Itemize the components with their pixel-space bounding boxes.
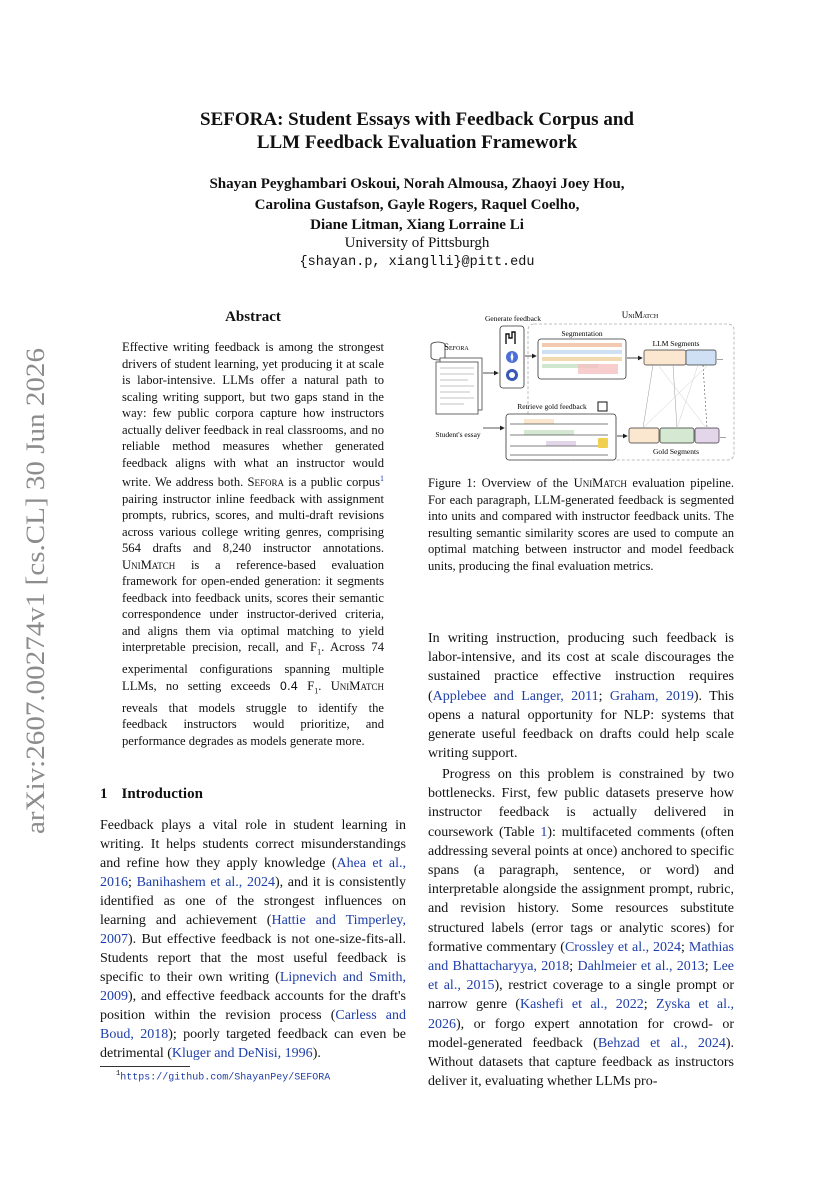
llm-segment [686,350,716,365]
figure-caption [428,475,734,574]
abstract-p4: is a reference-based evaluation framework for open-ended generation: it segments feedback into feedback units, scores their semantic correspondence under instructor-derived criteria, and aligns them via optimal matching to yield interpretable precision, recall, and F [122,557,384,655]
citation-link[interactable]: Kashefi et al., 2022 [520,997,644,1013]
intro-text: Feedback plays a vital role in student learning in writing. It helps students correct misunderstandings and refine how they apply knowledge ( [100,818,406,871]
matching-lines [643,365,708,428]
citation-link[interactable]: Ahea et al., 2016 [100,856,407,890]
retrieve-gold-label: Retrieve gold feedback [517,402,587,411]
section-number: 1 [100,786,108,802]
f1-subscript: 1 [317,647,322,657]
essay-document-icon [436,358,482,414]
sefora-name: Sefora [247,475,285,490]
citation-link[interactable]: Crossley et al., 2024 [564,939,682,955]
body-text: In writing instruction, producing such feedback is labor-intensive, and its cost at scale discourages the sustained practice effective instruction requires ( [428,631,734,704]
right-column-paragraph-1 [428,629,734,763]
llm-segment-ellipsis: ... [717,353,723,362]
body-text: ). Without datasets that capture feedback as instructors deliver it, evaluating whether LLMs pro- [428,1035,735,1090]
gold-segment [695,428,719,443]
caption-unimatch: UniMatch [573,476,627,490]
intro-text: ), and it is consistently identified as one of the strongest influences on learning and achievement ( [100,875,406,928]
citation-link[interactable]: Banihashem et al., 2024 [136,875,275,890]
abstract-text [122,339,384,749]
body-text: ), or forgo expert annotation for crowd- or model-generated feedback ( [428,1016,734,1051]
abstract-p3: pairing instructor inline feedback with assignment prompts, rubrics, scores, and multi-draft revisions across various college writing genres, comprising 564 drafts and 8,240 instructor annotations. [122,491,384,556]
unimatch-label: UniMatch [621,310,659,320]
intro-text: ; [128,875,137,890]
note-icon [598,438,608,448]
retrieve-gold-box [506,414,616,460]
paper-title [100,108,734,154]
footnote-url[interactable]: https://github.com/ShayanPey/SEFORA [120,1072,331,1084]
citation-link[interactable]: Zyska et al., 2026 [428,997,735,1032]
body-text: ; [681,939,689,955]
body-text: ; [704,959,714,975]
gold-segment [629,428,659,443]
abstract-p6: F [298,678,315,693]
caption-text-2: evaluation pipeline. For each paragraph, LLM-generated feedback is segmented into units and compared with instructor feedback units. The resulting semantic similarity scores are used to compute an optimal matching between instructor and model feedback units, producing the final evaluation metrics. [428,476,735,573]
citation-link[interactable]: Lipnevich and Smith, 2009 [100,970,406,1004]
arxiv-id: arXiv:2607.00274v1 [cs.CL] 30 Jun 2026 [21,399,50,834]
table-ref[interactable]: 1 [540,824,548,840]
authors-line-2: Carolina Gustafson, Gayle Rogers, Raquel Coelho, [254,196,580,213]
citation-link[interactable]: Graham, 2019 [609,688,694,704]
section-heading [100,786,217,803]
citation-link[interactable]: Applebee and Langer, 2011 [432,688,599,704]
gold-segment [660,428,694,443]
body-text: ; [643,997,656,1013]
title-line-2: LLM Feedback Evaluation Framework [256,132,578,153]
figure-overview [428,308,736,468]
intro-text: ). But effective feedback is not one-size-fits-all. Students report that the most useful feedback is specific to their own writing ( [100,932,406,985]
body-text: ), restrict coverage to a single prompt or narrow genre ( [428,978,734,1013]
segmentation-label: Segmentation [561,329,603,338]
gold-segment-ellipsis: ... [720,431,726,440]
right-column-paragraph-2 [428,765,734,1091]
citation-link[interactable]: Kluger and DeNisi, 1996 [171,1046,313,1061]
document-icon [598,402,607,411]
citation-link[interactable]: Carless and Boud, 2018 [100,1008,406,1042]
gold-segments-label: Gold Segments [652,447,700,456]
authors-line-1: Shayan Peyghambari Oskoui, Norah Almousa, Zhaoyi Joey Hou, [209,176,625,192]
abstract-p1: Effective writing feedback is among the strongest drivers of student learning, yet producing it at scale is labor-intensive. LLMs offer a natural path to scaling writing support, but two gaps stand in the way: few public corpora capture how instructors actually deliver feedback in real classrooms, and no reliable method measures whether generated feedback aligns with what an instructor would write. We address both. [122,340,384,490]
intro-text: ); poorly targeted feedback can even be detrimental ( [100,1027,406,1061]
body-text: ; [598,688,610,704]
abstract-p5: . Across 74 experimental configurations spanning multiple LLMs, no setting exceeds [122,640,384,693]
intro-text: ). [312,1046,321,1061]
abstract-p2: is a public corpus [284,475,380,490]
citation-link[interactable]: Lee et al., 2015 [428,959,735,994]
database-icon [431,342,445,360]
footnote-mark: 1 [116,1070,121,1078]
citation-link[interactable]: Behzad et al., 2024 [597,1035,726,1051]
title-line-1: SEFORA: Student Essays with Feedback Corpus and [200,109,634,130]
citation-link[interactable]: Hattie and Timperley, 2007 [100,913,407,947]
llm-segments-label: LLM Segments [652,339,700,348]
body-text: ; [569,959,578,975]
unimatch-name: UniMatch [122,557,176,572]
student-essay-label: Student's essay [435,430,481,439]
body-text: Progress on this problem is constrained by two bottlenecks. First, few public datasets preserve how instructor feedback is actually delivered in coursework (Table [428,767,734,840]
unimatch-name-2: UniMatch [330,678,384,693]
abstract-p7: . [318,678,322,693]
citation-link[interactable]: Mathias and Bhattacharyya, 2018 [428,939,734,975]
section-title: Introduction [121,786,203,802]
author-list [100,174,734,236]
intro-text: ), and effective feedback accounts for the draft's position within the revision process ( [100,989,406,1023]
generate-feedback-label: Generate feedback [484,314,542,323]
affiliation: University of Pittsburgh [344,235,490,251]
authors-line-3: Diane Litman, Xiang Lorraine Li [310,217,524,233]
citation-link[interactable]: Dahlmeier et al., 2013 [577,959,705,975]
footnote [116,1070,330,1083]
intro-paragraph [100,816,406,1063]
arxiv-stamp [10,346,50,836]
caption-text: Figure 1: Overview of the [428,476,574,490]
footnote-rule [100,1066,190,1067]
abstract-p8: reveals that models struggle to identify the feedback instructors would prioritize, and performance degrades as models generate more. [122,700,384,748]
threshold-value: 0.4 [279,678,298,693]
f1-subscript-2: 1 [314,686,319,696]
footnote-ref[interactable]: 1 [379,474,384,483]
body-text: ): multifaceted comments (often addressing several points at once) anchored to specific spans (a paragraph, sentence, or word) and interpretable alongside the assignment prompt, rubric, and revision history. Some resources substitute structured labels (error tags or analytic scores) for formative commentary ( [428,824,734,955]
sefora-label: Sefora [444,342,469,352]
body-text: ). This opens a natural opportunity for NLP: systems that generate useful feedback on drafts could help scale writing support. [428,688,735,762]
llm-segment [644,350,686,365]
email: {shayan.p, xianglli}@pitt.edu [299,255,535,270]
abstract-heading: Abstract [225,309,281,325]
